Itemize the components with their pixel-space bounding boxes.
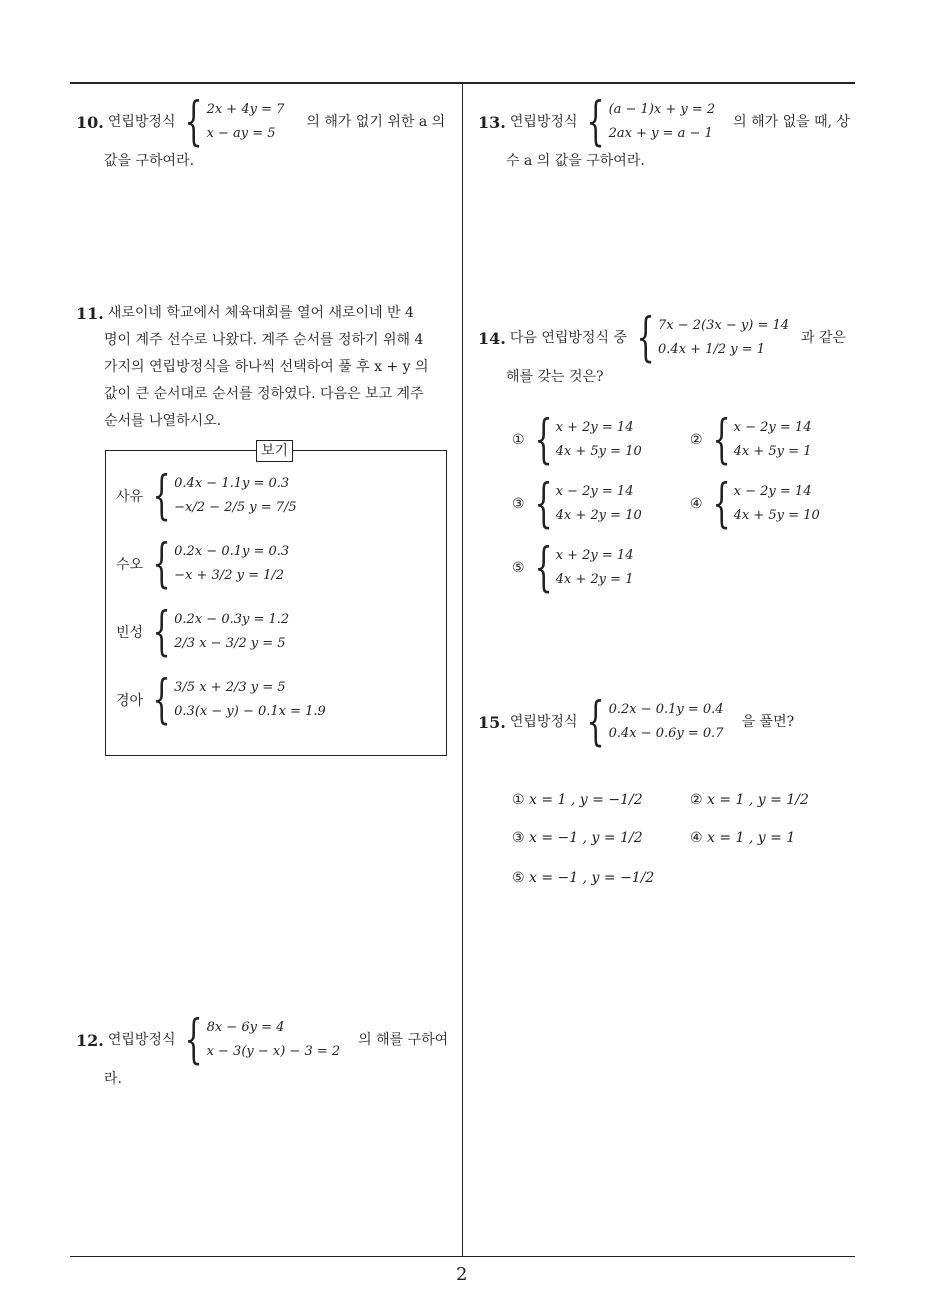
example-item: 수오 { 0.2x − 0.1y = 0.3 −x + 3/2 y = 1/2 — [116, 534, 290, 594]
equation-system: { 0.2x − 0.1y = 0.4 0.4x − 0.6y = 0.7 — [586, 692, 724, 752]
equation: x − 2y = 14 — [733, 420, 812, 435]
equation-system: { 7x − 2(3x − y) = 14 0.4x + 1/2 y = 1 — [636, 308, 790, 368]
option-3[interactable] — [512, 830, 643, 846]
student-name: 경아 — [116, 693, 144, 709]
question-text: 라. — [104, 1071, 122, 1087]
option-mark: ② — [690, 432, 703, 448]
question-text: 순서를 나열하시오. — [104, 413, 222, 429]
equation: 2/3 x − 3/2 y = 5 — [174, 636, 286, 651]
question-14 — [478, 308, 858, 391]
question-text: 연립방정식 — [107, 113, 176, 130]
equation: (a − 1)x + y = 2 — [608, 102, 716, 117]
question-13 — [478, 92, 858, 175]
option-mark: ③ — [512, 830, 525, 846]
option-text: x = −1 , y = 1/2 — [529, 830, 643, 846]
option-2[interactable]: ② { x − 2y = 14 4x + 5y = 1 — [690, 410, 812, 470]
option-1[interactable] — [512, 792, 643, 808]
equation: 4x + 2y = 10 — [555, 508, 642, 523]
page-number: 2 — [456, 1264, 468, 1285]
equation: 4x + 5y = 1 — [733, 444, 812, 459]
option-2[interactable] — [690, 792, 809, 808]
equation: x − ay = 5 — [206, 126, 276, 141]
question-text: 연립방정식 — [509, 713, 578, 730]
equation: 4x + 2y = 1 — [555, 572, 634, 587]
option-4[interactable] — [690, 830, 795, 846]
option-5[interactable] — [512, 870, 654, 886]
equation: −x + 3/2 y = 1/2 — [174, 568, 285, 583]
question-12 — [76, 1010, 456, 1093]
equation: 3/5 x + 2/3 y = 5 — [174, 680, 286, 695]
equation: x + 2y = 14 — [555, 548, 634, 563]
equation: 2x + 4y = 7 — [206, 102, 285, 117]
option-text: x = 1 , y = 1/2 — [707, 792, 809, 808]
equation: 4x + 5y = 10 — [733, 508, 820, 523]
option-mark: ① — [512, 792, 525, 808]
equation: x − 2y = 14 — [733, 484, 812, 499]
equation-system: { 2x + 4y = 7 x − ay = 5 — [184, 92, 285, 152]
equation: x − 3(y − x) − 3 = 2 — [206, 1044, 341, 1059]
equation-system: { 8x − 6y = 4 x − 3(y − x) − 3 = 2 — [184, 1010, 341, 1070]
example-box-title: 보기 — [256, 440, 293, 462]
student-name: 사유 — [116, 489, 144, 505]
equation: 0.4x − 0.6y = 0.7 — [608, 726, 724, 741]
question-text: 수 a 의 값을 구하여라. — [506, 153, 645, 169]
question-text: 값을 구하여라. — [104, 153, 195, 169]
equation: 0.4x − 1.1y = 0.3 — [174, 476, 290, 491]
option-mark: ③ — [512, 496, 525, 512]
example-item: 경아 { 3/5 x + 2/3 y = 5 0.3(x − y) − 0.1x = 1.9 — [116, 670, 326, 730]
equation: 2ax + y = a − 1 — [608, 126, 713, 141]
question-number: 14. — [478, 328, 506, 348]
equation: 0.2x − 0.3y = 1.2 — [174, 612, 290, 627]
option-mark: ① — [512, 432, 525, 448]
equation: 0.4x + 1/2 y = 1 — [658, 342, 766, 357]
option-text: x = 1 , y = −1/2 — [529, 792, 643, 808]
question-15 — [478, 692, 858, 752]
question-text: 다음 연립방정식 중 — [509, 329, 627, 346]
question-text: 과 같은 — [801, 329, 847, 346]
equation: 0.2x − 0.1y = 0.3 — [174, 544, 290, 559]
question-text: 의 해가 없기 위한 a 의 — [306, 113, 446, 130]
option-1[interactable]: ① { x + 2y = 14 4x + 5y = 10 — [512, 410, 642, 470]
equation: −x/2 − 2/5 y = 7/5 — [174, 500, 297, 515]
question-text: 연립방정식 — [107, 1031, 176, 1048]
question-text: 값이 큰 순서대로 순서를 정하였다. 다음은 보고 계주 — [104, 386, 424, 402]
question-number: 15. — [478, 712, 506, 732]
equation: 4x + 5y = 10 — [555, 444, 642, 459]
bottom-rule — [70, 1256, 855, 1257]
question-number: 11. — [76, 304, 104, 323]
equation: 7x − 2(3x − y) = 14 — [658, 318, 790, 333]
equation: x − 2y = 14 — [555, 484, 634, 499]
option-text: x = 1 , y = 1 — [707, 830, 796, 846]
question-text: 가지의 연립방정식을 하나씩 선택하여 풀 후 x + y 의 — [104, 359, 429, 375]
question-10 — [76, 92, 456, 175]
student-name: 빈성 — [116, 625, 144, 641]
option-mark: ⑤ — [512, 870, 525, 886]
question-number: 10. — [76, 112, 104, 132]
column-divider — [462, 84, 463, 1256]
example-item: 사유 { 0.4x − 1.1y = 0.3 −x/2 − 2/5 y = 7/5 — [116, 466, 297, 526]
option-mark: ② — [690, 792, 703, 808]
option-mark: ⑤ — [512, 560, 525, 576]
question-text: 명이 계주 선수로 나왔다. 계주 순서를 정하기 위해 4 — [104, 332, 424, 348]
question-text: 을 풀면? — [741, 713, 795, 730]
question-11 — [76, 300, 456, 435]
student-name: 수오 — [116, 557, 144, 573]
question-number: 12. — [76, 1030, 104, 1050]
question-text: 새로이네 학교에서 체육대회를 열어 새로이네 반 4 — [107, 305, 414, 321]
equation-system: { (a − 1)x + y = 2 2ax + y = a − 1 — [586, 92, 716, 152]
equation: x + 2y = 14 — [555, 420, 634, 435]
option-mark: ④ — [690, 830, 703, 846]
question-text: 해를 갖는 것은? — [506, 369, 604, 385]
question-number: 13. — [478, 112, 506, 132]
option-5[interactable]: ⑤ { x + 2y = 14 4x + 2y = 1 — [512, 538, 634, 598]
option-3[interactable]: ③ { x − 2y = 14 4x + 2y = 10 — [512, 474, 642, 534]
equation: 8x − 6y = 4 — [206, 1020, 285, 1035]
option-text: x = −1 , y = −1/2 — [529, 870, 655, 886]
option-4[interactable]: ④ { x − 2y = 14 4x + 5y = 10 — [690, 474, 820, 534]
option-mark: ④ — [690, 496, 703, 512]
equation: 0.2x − 0.1y = 0.4 — [608, 702, 724, 717]
question-text: 의 해를 구하여 — [358, 1031, 449, 1048]
equation: 0.3(x − y) − 0.1x = 1.9 — [174, 704, 326, 719]
question-text: 의 해가 없을 때, 상 — [733, 113, 851, 130]
example-item: 빈성 { 0.2x − 0.3y = 1.2 2/3 x − 3/2 y = 5 — [116, 602, 290, 662]
question-text: 연립방정식 — [509, 113, 578, 130]
